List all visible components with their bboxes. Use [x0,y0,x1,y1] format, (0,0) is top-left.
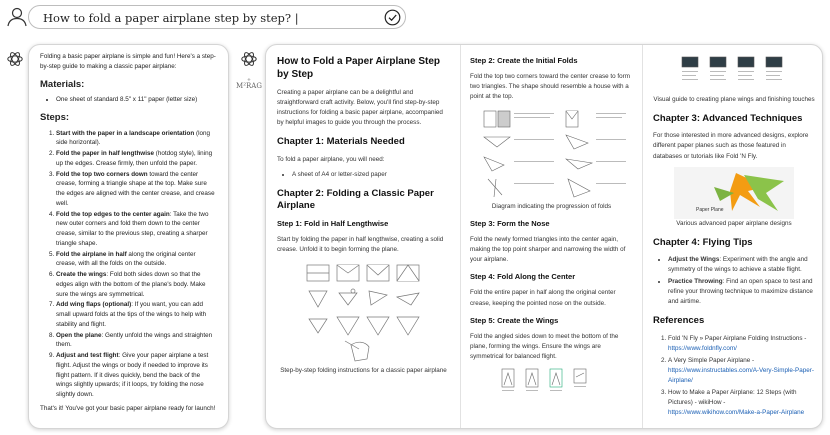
reference-item: 2. A Very Simple Paper Airplane - https://www.instructables.com/A-Very-Simple-Paper-Airplane/ [668,356,815,386]
references-heading: References [653,315,705,327]
query-input[interactable] [28,5,406,29]
mrag-label: + M²RAG [236,77,262,90]
list-item: 7. Add wing flaps (optional): If you want, you can add small upward folds at the tips of the wings to help with stability and flight. [56,300,217,329]
list-item: 8. Open the plane: Gently unfold the wings and straighten them. [56,331,217,351]
article-intro: Creating a paper airplane can be a delightful and straightforward craft activity. Below, you'll find step-by-step instructions for folding a basic paper airplane, accompanied by helpful images to guide you through the process. [277,89,443,127]
article-title: How to Fold a Paper Airplane Step by Step [277,56,440,80]
step-2-text: Fold the top two corners toward the center crease to form two triangles. The shape should resemble a house with a point at the top. [470,73,630,101]
list-item: 4. Fold the top edges to the center again: Take the two new outer corners and fold them down to the center crease, similar to the previous step, creating a sharper triangle shape. [56,210,217,249]
chapter-3-text: For those interested in more advanced designs, explore different paper planes such as those featured in databases or tutorials like Fold 'N Fly. [653,132,809,160]
step-5-text: Fold the angled sides down to meet the bottom of the plane, forming the wings. Ensure the wings are symmetrical for balanced flight. [470,332,619,360]
materials-heading: Materials: [40,78,85,90]
submit-check-icon[interactable] [384,9,401,26]
materials-list [40,95,217,105]
fold-progression-diagram [474,107,629,202]
steps-heading: Steps: [40,111,70,123]
chapter-4-heading: Chapter 4: Flying Tips [653,236,753,248]
article-column-3 [643,45,823,428]
step-3-text: Fold the newly formed triangles into the center again, making the top point sharper and narrowing the width of your airplane. [470,236,626,264]
article-column-1 [266,45,461,428]
query-text: How to fold a paper airplane step by step? | [43,11,299,25]
folding-instructions-image [299,261,429,366]
list-item: • Adjust the Wings: Experiment with the angle and symmetry of the wings to achieve a stable flight. [668,255,815,275]
list-item: 3. Fold the top two corners down toward the center crease, forming a triangle shape at the top. Make sure the edges are aligned with the center crease, and crease well. [56,170,217,209]
wings-finishing-image [674,55,794,95]
step-4-text: Fold the entire paper in half along the original center crease, keeping the pointed nose on the outside. [470,289,616,307]
materials-list [277,170,450,180]
list-item: • A sheet of A4 or letter-sized paper [292,170,450,180]
steps-list [40,129,217,400]
chapter-3-heading: Chapter 3: Advanced Techniques [653,113,803,125]
list-item: • One sheet of standard 8.5" x 11" paper (letter size) [56,95,217,105]
user-icon [6,6,28,28]
step-2-heading: Step 2: Create the Initial Folds [470,56,578,65]
list-item: • Practice Throwing: Find an open space to test and refine your throwing technique to maximize distance and airtime. [668,277,815,307]
figure-4-caption: Various advanced paper airplane designs [676,219,792,227]
list-item: 5. Fold the airplane in half along the original center crease, with all the folds on the outside. [56,250,217,270]
reference-link[interactable]: https://www.foldnfly.com/ [668,344,737,352]
list-item: 6. Create the wings: Fold both sides down so that the edges align with the bottom of the plane's body. Make sure the wings are symmetrical. [56,270,217,299]
assistant-logo-icon [6,50,24,68]
reference-link[interactable]: https://www.instructables.com/A-Very-Simple-Paper-Airplane/ [668,366,814,384]
answer-intro: Folding a basic paper airplane is simple and fun! Here's a step-by-step guide to making a classic paper airplane: [40,53,216,70]
left-answer-panel [28,44,229,429]
step-5-heading: Step 5: Create the Wings [470,315,559,325]
wings-steps-image [492,367,612,397]
reference-link[interactable]: https://www.wikihow.com/Make-a-Paper-Airplane [668,409,805,417]
chapter-1-heading: Chapter 1: Materials Needed [277,136,405,148]
photo-label: Paper Plane [696,206,724,213]
assistant-logo-icon [240,50,258,68]
figure-2-caption: Diagram indicating the progression of folds [491,203,612,211]
article-column-2 [461,45,643,428]
chapter-2-heading: Chapter 2: Folding a Classic Paper Airplane [277,187,434,212]
step-1-heading: Step 1: Fold in Half Lengthwise [277,219,389,229]
list-item: 9. Adjust and test flight: Give your paper airplane a test flight. Adjust the wings or body if needed to improve its flight pattern. If it dives quickly, bend the back of the wings slightly upwards; if it loops, try folding the nose slightly down. [56,351,217,400]
advanced-designs-image [674,167,794,219]
step-1-text: Start by folding the paper in half lengthwise, creating a solid crease. Unfold it to begin forming the plane. [277,236,444,254]
figure-1-caption: Step-by-step folding instructions for a classic paper airplane [280,366,447,374]
tips-list [653,255,815,307]
step-4-heading: Step 4: Fold Along the Center [470,272,576,282]
list-item: 1. Start with the paper in a landscape orientation (long side horizontal). [56,129,217,149]
reference-item: 3. How to Make a Paper Airplane: 12 Steps (with Pictures) - wikiHow - https://www.wikihow.com/Make-a-Paper-Airplane [668,388,815,418]
chapter-1-text: To fold a paper airplane, you will need: [277,155,385,163]
article-panel [265,44,823,429]
reference-item: 1. Fold 'N Fly » Paper Airplane Folding Instructions - https://www.foldnfly.com/ [668,334,815,354]
references-list [653,334,815,419]
answer-outro: That's it! You've got your basic paper airplane ready for launch! [40,404,216,412]
figure-3-caption: Visual guide to creating plane wings and finishing touches [653,96,815,103]
step-3-heading: Step 3: Form the Nose [470,219,550,229]
list-item: 2. Fold the paper in half lengthwise (hotdog style), lining up the edges. Crease firmly, then unfold the paper. [56,149,217,169]
